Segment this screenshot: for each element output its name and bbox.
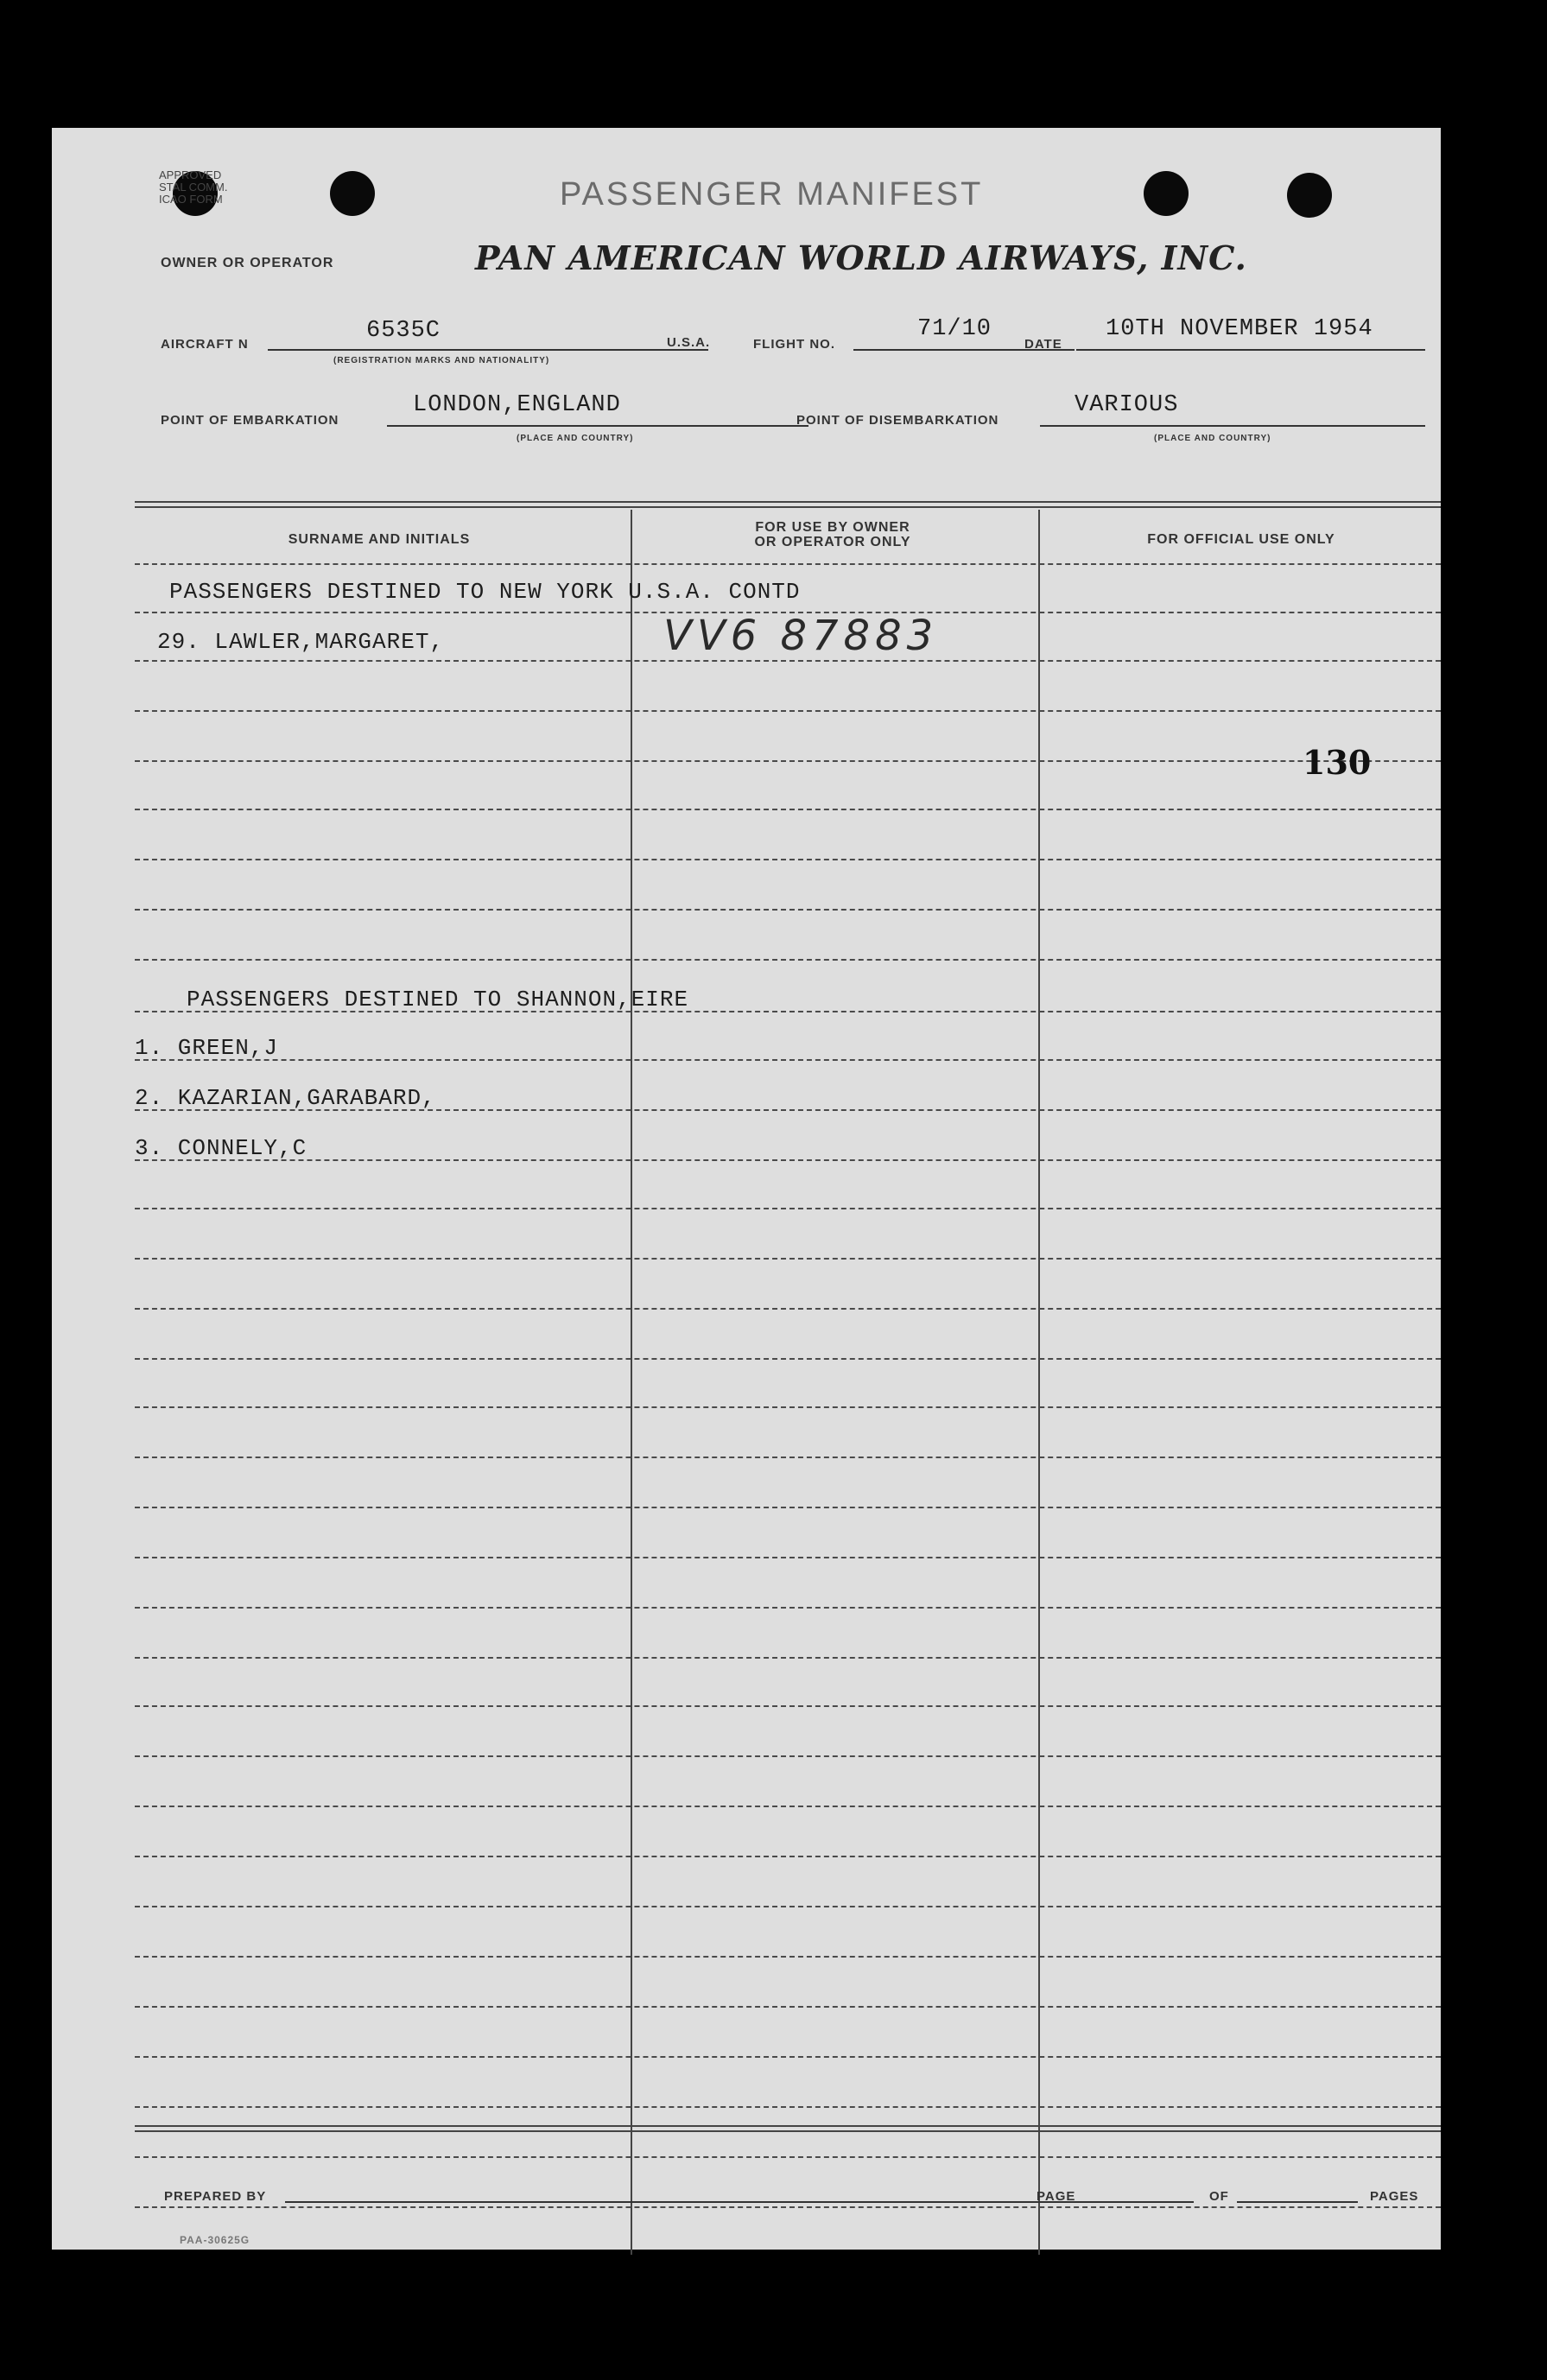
stamp-number: 130 [1303,743,1372,782]
row-rule [135,2156,1441,2158]
table-bottom-rule [135,2130,1441,2132]
row-rule [135,1507,1441,1508]
table-bottom-rule [135,2125,1441,2127]
row-rule [135,909,1441,911]
row-rule [135,1856,1441,1857]
row-rule [135,859,1441,860]
row-rule [135,1956,1441,1958]
row-rule [135,1258,1441,1260]
manifest-sheet [52,128,1441,2250]
date-value: 10TH NOVEMBER 1954 [1106,316,1373,342]
prepared-by-underline [285,2201,1085,2203]
aircraft-label: AIRCRAFT N [161,337,249,352]
row-rule [135,1208,1441,1209]
passenger-row: 1. GREEN,J [135,1035,279,1061]
row-rule [135,1358,1441,1360]
row-rule [135,959,1441,961]
row-rule [135,760,1441,762]
row-rule [135,809,1441,810]
row-rule [135,1457,1441,1458]
column-divider [631,510,632,2255]
row-rule [135,660,1441,662]
row-rule [135,710,1441,712]
approval-note: APPROVED STAL COMM. ICAO FORM [159,168,228,206]
page-underline [1085,2201,1194,2203]
passenger-row: 29. LAWLER,MARGARET, [157,629,445,655]
embark-place-note: (PLACE AND COUNTRY) [517,434,634,443]
embarkation-value: LONDON,ENGLAND [413,392,621,418]
aircraft-value: 6535C [366,318,441,344]
registration-note: (REGISTRATION MARKS AND NATIONALITY) [333,356,550,365]
row-rule [135,1906,1441,1907]
row-rule [135,1059,1441,1061]
row-rule [135,1557,1441,1558]
passenger-row: 2. KAZARIAN,GARABARD, [135,1085,436,1111]
row-rule [135,1657,1441,1659]
aircraft-underline [268,349,708,351]
flight-no-label: FLIGHT NO. [753,337,835,352]
section-heading-new-york: PASSENGERS DESTINED TO NEW YORK U.S.A. CONTD [169,579,801,605]
section-heading-shannon: PASSENGERS DESTINED TO SHANNON,EIRE [187,987,689,1012]
date-underline [1076,349,1425,351]
column-divider [1038,510,1040,2255]
row-rule [135,2056,1441,2058]
row-rule [135,1607,1441,1609]
page-title: PASSENGER MANIFEST [560,176,984,213]
disembarkation-underline [1040,425,1425,427]
passenger-row: 3. CONNELY,C [135,1135,307,1161]
date-label: DATE [1024,337,1062,352]
operator-name: PAN AMERICAN WORLD AIRWAYS, INC. [475,238,1247,277]
punch-hole [1144,171,1189,216]
row-rule [135,1806,1441,1807]
table-top-rule [135,501,1441,503]
row-rule [135,2206,1441,2208]
disembarkation-label: POINT OF DISEMBARKATION [796,413,999,428]
disembark-place-note: (PLACE AND COUNTRY) [1154,434,1271,443]
row-rule [135,2106,1441,2108]
form-number: PAA-30625G [180,2234,250,2246]
prepared-by-label: PREPARED BY [164,2189,267,2204]
punch-hole [1287,173,1332,218]
owner-operator-label: OWNER OR OPERATOR [161,256,334,270]
table-top-rule [135,506,1441,508]
of-underline [1237,2201,1358,2203]
usa-label: U.S.A. [667,335,711,350]
punch-hole [330,171,375,216]
header-bottom-rule [135,563,1441,565]
row-rule [135,1308,1441,1310]
handwritten-code: VV6 87883 [663,612,939,660]
disembarkation-value: VARIOUS [1075,392,1179,418]
embarkation-underline [387,425,808,427]
row-rule [135,2006,1441,2008]
column-header-owner-use: FOR USE BY OWNER OR OPERATOR ONLY [754,520,911,549]
embarkation-label: POINT OF EMBARKATION [161,413,339,428]
row-rule [135,1159,1441,1161]
column-header-official-use: FOR OFFICIAL USE ONLY [1147,532,1335,547]
flight-no-value: 71/10 [917,316,992,342]
page-label: PAGE [1037,2189,1076,2204]
row-rule [135,1755,1441,1757]
row-rule [135,1705,1441,1707]
pages-label: PAGES [1370,2189,1419,2204]
row-rule [135,1406,1441,1408]
column-header-surname: SURNAME AND INITIALS [288,532,471,547]
of-label: OF [1209,2189,1229,2204]
